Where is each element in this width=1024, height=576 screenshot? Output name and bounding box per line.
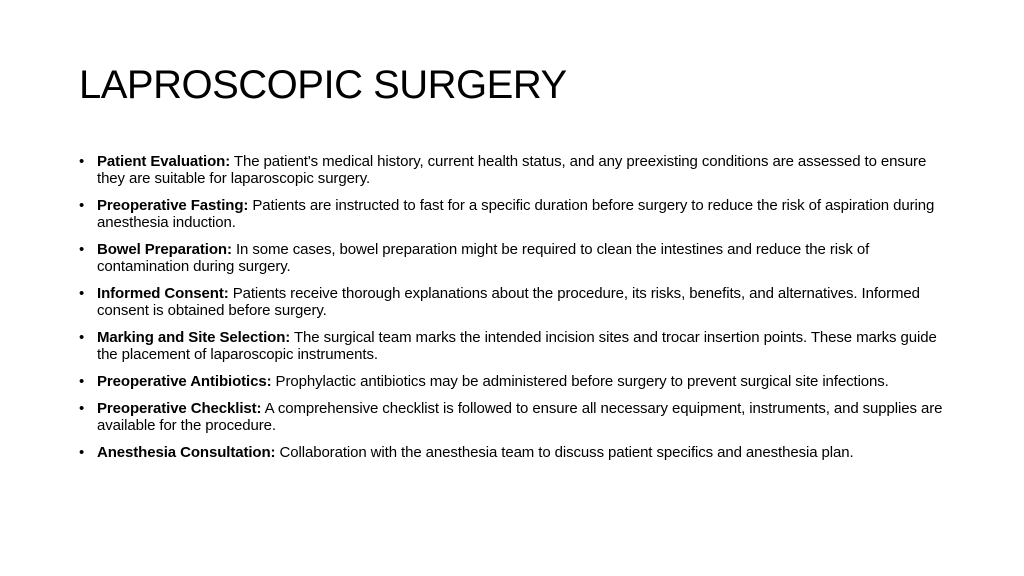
bullet-item-bowel-preparation <box>79 241 949 275</box>
bullet-dot-icon: • <box>79 400 85 417</box>
bullet-item-informed-consent <box>79 285 949 319</box>
bullet-text: Collaboration with the anesthesia team to discuss patient specifics and anesthesia plan. <box>275 444 854 461</box>
bullet-text: In some cases, bowel preparation might be required to clean the intestines and reduce the risk of contamination during surgery. <box>97 241 870 275</box>
bullet-text: The patient's medical history, current health status, and any preexisting conditions are assessed to ensure they are suitable for laparoscopic surgery. <box>97 153 927 187</box>
bullet-dot-icon: • <box>79 444 85 461</box>
slide-title: LAPROSCOPIC SURGERY <box>79 63 567 107</box>
bullet-term: Anesthesia Consultation: <box>97 444 276 461</box>
bullet-text: Patients receive thorough explanations about the procedure, its risks, benefits, and alternatives. Informed consent is obtained before surgery. <box>97 285 920 319</box>
bullet-dot-icon: • <box>79 153 85 170</box>
bullet-item-marking-site-selection <box>79 329 949 363</box>
bullet-term: Informed Consent: <box>97 285 229 302</box>
bullet-list <box>79 153 949 471</box>
bullet-item-preoperative-antibiotics <box>79 373 949 390</box>
bullet-text: A comprehensive checklist is followed to ensure all necessary equipment, instruments, and supplies are available for the procedure. <box>97 400 943 434</box>
bullet-term: Preoperative Checklist: <box>97 400 262 417</box>
bullet-item-preoperative-checklist <box>79 400 949 434</box>
bullet-term: Preoperative Antibiotics: <box>97 373 272 390</box>
bullet-dot-icon: • <box>79 373 85 390</box>
bullet-item-preoperative-fasting <box>79 197 949 231</box>
bullet-dot-icon: • <box>79 241 85 258</box>
bullet-dot-icon: • <box>79 285 85 302</box>
bullet-text: Prophylactic antibiotics may be administered before surgery to prevent surgical site infections. <box>271 373 889 390</box>
bullet-text: The surgical team marks the intended incision sites and trocar insertion points. These marks guide the placement of laparoscopic instruments. <box>97 329 937 363</box>
bullet-term: Patient Evaluation: <box>97 153 231 170</box>
bullet-term: Preoperative Fasting: <box>97 197 249 214</box>
bullet-text: Patients are instructed to fast for a specific duration before surgery to reduce the risk of aspiration during anesthesia induction. <box>97 197 935 231</box>
bullet-item-anesthesia-consultation <box>79 444 949 461</box>
bullet-term: Marking and Site Selection: <box>97 329 291 346</box>
bullet-term: Bowel Preparation: <box>97 241 232 258</box>
bullet-dot-icon: • <box>79 329 85 346</box>
bullet-item-patient-evaluation <box>79 153 949 187</box>
bullet-dot-icon: • <box>79 197 85 214</box>
